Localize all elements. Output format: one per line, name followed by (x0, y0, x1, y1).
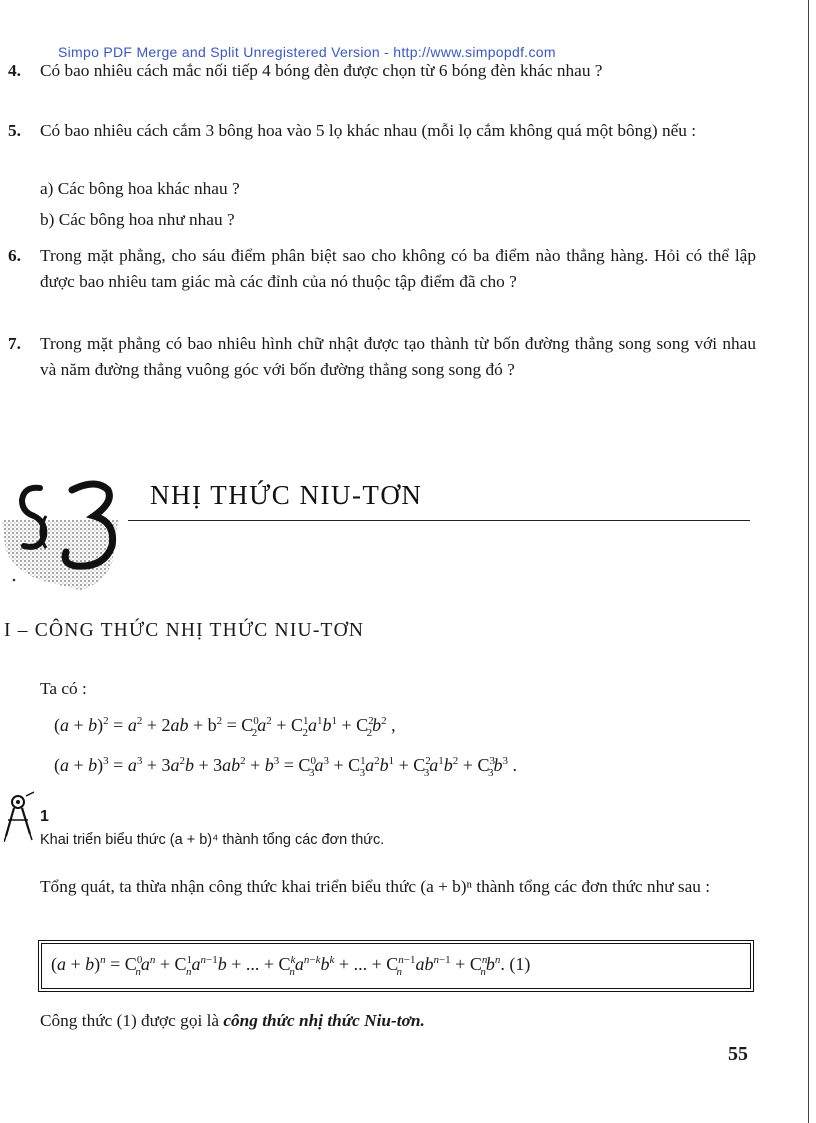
section-logo-icon (0, 468, 140, 598)
page-number: 55 (728, 1043, 748, 1065)
activity-number: 1 (40, 808, 49, 825)
expansion-cube: $(a + b)^3 = a^3 + 3a^2b + 3ab^2 + b^3 = C^0_3a^3 + C^1_3a^2b^1 + C^2_3a^1b^2 + C^3_3b^3$ . (54, 755, 517, 779)
formula-label: (1) (509, 954, 531, 974)
section-label (0, 468, 1, 469)
binomial-formula-box (38, 940, 754, 992)
exercise-5 (8, 118, 756, 170)
watermark: Simpo PDF Merge and Split Unregistered Version - http://www.simpopdf.com (58, 44, 556, 60)
page-edge-rule (808, 0, 809, 1123)
compass-icon (4, 790, 40, 842)
exercise-number: 5. (8, 121, 21, 140)
conclusion (40, 1008, 425, 1034)
section-heading (0, 468, 760, 598)
exercise-text: Có bao nhiêu cách mắc nối tiếp 4 bóng đèn được chọn từ 6 bóng đèn khác nhau ? (40, 61, 603, 80)
exercise-5-part-a: a) Các bông hoa khác nhau ? (40, 179, 240, 198)
exercise-4 (8, 58, 756, 110)
conclusion-term: công thức nhị thức Niu-tơn. (223, 1011, 425, 1030)
exercise-text: Trong mặt phẳng có bao nhiêu hình chữ nhật được tạo thành từ bốn đường thẳng song song với nhau và năm đường thẳng vuông góc với bốn đường thẳng song song đó ? (40, 334, 756, 379)
conclusion-prefix: Công thức (1) được gọi là (40, 1011, 224, 1030)
activity-text: Khai triển biểu thức (a + b)⁴ thành tổng các đơn thức. (40, 832, 385, 848)
section-title: NHỊ THỨC NIU-TƠN (150, 480, 423, 510)
exercise-number: 6. (8, 246, 21, 265)
exercise-text: Có bao nhiêu cách cắm 3 bông hoa vào 5 lọ khác nhau (mỗi lọ cắm không quá một bông) nếu : (40, 121, 697, 140)
general-text: Tổng quát, ta thừa nhận công thức khai triển biểu thức (a + b)ⁿ thành tổng các đơn thức như sau : (40, 877, 711, 896)
exercise-6 (8, 243, 756, 321)
exercise-7 (8, 331, 756, 409)
binomial-formula: $(a + b)^n = C^0_na^n + C^1_na^{n-1}b$ + ... + $C^k_na^{n-k}b^k$ + ... + $C^{n-1}_n$ $ab^{n-1} + C^n_nb^n$. (1) (51, 954, 531, 978)
part-title: I – CÔNG THỨC NHỊ THỨC NIU-TƠN (4, 620, 365, 641)
exercise-number: 4. (8, 61, 21, 80)
intro-text: Ta có : (40, 679, 87, 698)
exercise-text: Trong mặt phẳng, cho sáu điểm phân biệt sao cho không có ba điểm nào thẳng hàng. Hỏi có thể lập được bao nhiêu tam giác mà các đỉnh của nó thuộc tập điểm đã cho ? (40, 246, 756, 291)
expansion-square: $(a + b)^2 = a^2 + 2ab + b^2 = C^0_2a^2 + C^1_2a^1b^1 + C^2_2b^2$ , (54, 715, 396, 739)
exercise-5-part-b: b) Các bông hoa như nhau ? (40, 210, 235, 229)
section-underline (128, 520, 750, 521)
exercise-number: 7. (8, 334, 21, 353)
